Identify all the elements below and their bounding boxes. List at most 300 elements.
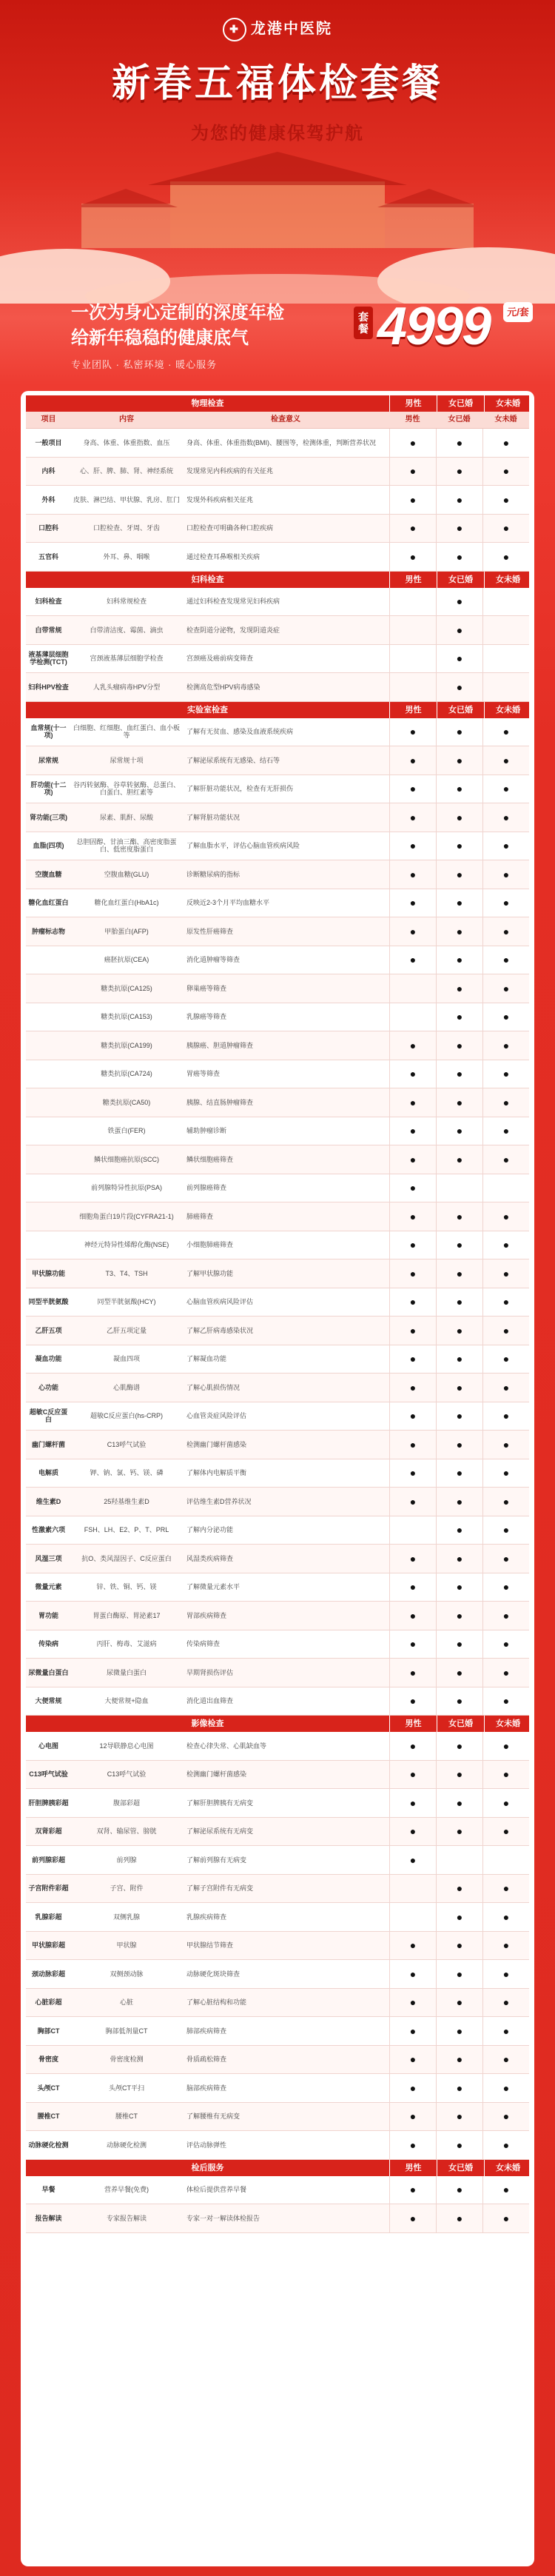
check-female-unmarried: ●	[482, 1545, 529, 1573]
check-male: ●	[389, 1031, 436, 1060]
check-female-married: ●	[436, 458, 482, 486]
check-female-married: ●	[436, 2074, 482, 2102]
check-female-married: ●	[436, 1602, 482, 1630]
check-female-married: ●	[436, 2131, 482, 2159]
check-female-married: ●	[436, 1031, 482, 1060]
item-name: 肝功能(十二项)	[30, 781, 67, 797]
table-row	[26, 1202, 529, 1231]
table-row	[26, 1402, 529, 1431]
item-meaning: 了解凝血功能	[186, 1355, 227, 1363]
item-meaning: 了解肝胆脾胰有无病变	[186, 1799, 254, 1807]
item-meaning: 乳腺疾病筛查	[186, 1913, 227, 1921]
item-name: 凝血功能	[35, 1355, 62, 1363]
item-meaning: 发现常见内科疾病的有关征兆	[186, 467, 274, 475]
check-female-unmarried: ●	[482, 1003, 529, 1031]
check-female-married: ●	[436, 1488, 482, 1516]
item-name: 心脏彩超	[35, 1998, 62, 2007]
ad-line-3: 专业团队 · 私密环境 · 暖心服务	[71, 359, 218, 370]
check-male: ●	[389, 917, 436, 946]
check-female-unmarried: ●	[482, 974, 529, 1003]
hero-banner	[0, 0, 555, 385]
item-name: 血常规(十一项)	[30, 724, 67, 740]
check-female-married: ●	[436, 429, 482, 457]
item-name: 头颅CT	[37, 2084, 60, 2092]
table-row	[26, 775, 529, 804]
check-female-unmarried: ●	[482, 2103, 529, 2131]
column-header-male: 男性	[389, 702, 437, 718]
item-meaning: 了解子宫附件有无病变	[186, 1884, 254, 1893]
item-meaning: 通过检查耳鼻喉相关疾病	[186, 552, 260, 561]
check-female-unmarried: ●	[482, 1374, 529, 1402]
item-name: 超敏C反应蛋白	[29, 1408, 68, 1424]
check-female-unmarried: ●	[482, 746, 529, 775]
table-row	[26, 543, 529, 572]
item-name: 内科	[41, 467, 56, 475]
item-content: 宫颈液基薄层细胞学检查	[90, 655, 164, 663]
check-male: ●	[389, 2017, 436, 2045]
item-name: 幽门螺杆菌	[31, 1440, 65, 1448]
check-male: ●	[389, 1573, 436, 1602]
clouds-decoration	[0, 222, 555, 304]
check-female-married: ●	[436, 2103, 482, 2131]
check-female-married: ●	[436, 917, 482, 946]
check-female-married: ●	[436, 1231, 482, 1259]
column-header-name: 项目	[41, 415, 56, 424]
check-female-married: ●	[436, 1259, 482, 1288]
check-male	[389, 974, 436, 1003]
item-content: 谷丙转氨酶、谷草转氨酶、总蛋白、白蛋白、胆红素等	[73, 781, 180, 797]
check-female-married: ●	[436, 1402, 482, 1431]
column-header-f_married: 女已婚	[437, 702, 484, 718]
column-header-male: 男性	[405, 415, 420, 424]
check-male	[389, 1903, 436, 1931]
check-female-married: ●	[436, 1989, 482, 2017]
column-header-row	[26, 412, 529, 429]
check-female-married: ●	[436, 1687, 482, 1716]
item-meaning: 了解肾脏功能状况	[186, 813, 240, 821]
item-content: 癌胚抗原(CEA)	[104, 956, 149, 964]
item-name: 胃功能	[38, 1611, 58, 1619]
item-content: 抗O、类风湿因子、C反应蛋白	[81, 1554, 172, 1562]
check-female-unmarried	[482, 588, 529, 616]
check-female-unmarried	[482, 616, 529, 644]
item-content: 头颅CT平扫	[109, 2084, 144, 2092]
item-meaning: 了解甲状腺功能	[186, 1269, 234, 1277]
check-female-married: ●	[436, 1659, 482, 1687]
section-header	[26, 572, 529, 588]
item-name	[26, 1003, 71, 1031]
item-content: 糖类抗原(CA724)	[101, 1070, 152, 1078]
item-name	[26, 1117, 71, 1145]
check-female-married: ●	[436, 889, 482, 917]
check-female-unmarried: ●	[482, 2046, 529, 2074]
item-content: 腹部彩超	[112, 1799, 140, 1807]
item-name: 心电图	[38, 1742, 58, 1750]
check-male	[389, 673, 436, 701]
item-name: 空腹血糖	[35, 870, 62, 878]
item-name	[26, 1060, 71, 1088]
check-male: ●	[389, 1761, 436, 1789]
check-female-unmarried: ●	[482, 1761, 529, 1789]
check-male: ●	[389, 2046, 436, 2074]
check-female-unmarried: ●	[482, 832, 529, 860]
table-row	[26, 1602, 529, 1630]
price-unit: 元/套	[503, 302, 533, 322]
table-row	[26, 2074, 529, 2103]
item-name	[26, 1174, 71, 1202]
check-female-married: ●	[436, 1003, 482, 1031]
item-content: 白细胞、红细胞、血红蛋白、血小板等	[73, 724, 180, 740]
check-female-unmarried: ●	[482, 2204, 529, 2232]
item-meaning: 检查阴道分泌物，发现阴道炎症	[186, 626, 280, 634]
check-male: ●	[389, 1789, 436, 1817]
item-content: 12导联静息心电图	[99, 1742, 154, 1750]
item-name	[26, 1145, 71, 1174]
item-content: 尿素、肌酐、尿酸	[99, 813, 153, 821]
item-name: 五官科	[38, 552, 58, 561]
check-female-unmarried: ●	[482, 1231, 529, 1259]
check-female-unmarried: ●	[482, 860, 529, 889]
table-row	[26, 1060, 529, 1089]
check-female-married: ●	[436, 1145, 482, 1174]
check-female-married	[436, 1174, 482, 1202]
column-header-content: 内容	[119, 415, 134, 424]
check-female-married: ●	[436, 1818, 482, 1846]
column-header-f_unmarried: 女未婚	[484, 572, 531, 588]
check-female-married: ●	[436, 1960, 482, 1988]
table-row	[26, 1761, 529, 1790]
item-name: 性激素六项	[31, 1526, 65, 1534]
check-male: ●	[389, 1989, 436, 2017]
check-male: ●	[389, 515, 436, 543]
check-female-married: ●	[436, 1202, 482, 1231]
check-female-unmarried: ●	[482, 1459, 529, 1488]
check-female-unmarried: ●	[482, 1345, 529, 1374]
check-female-married: ●	[436, 1903, 482, 1931]
item-content: 丙肝、梅毒、艾滋病	[96, 1640, 157, 1648]
table-row	[26, 1659, 529, 1687]
check-female-married: ●	[436, 1573, 482, 1602]
item-meaning: 了解腰椎有无病变	[186, 2112, 240, 2121]
item-name: 早餐	[41, 2186, 56, 2194]
table-row	[26, 1317, 529, 1345]
column-header-f_unmarried: 女未婚	[494, 415, 517, 424]
check-male: ●	[389, 1174, 436, 1202]
check-female-unmarried: ●	[482, 1202, 529, 1231]
check-female-married: ●	[436, 1789, 482, 1817]
check-female-unmarried: ●	[482, 1903, 529, 1931]
item-meaning: 了解微量元素水平	[186, 1583, 240, 1591]
check-male: ●	[389, 860, 436, 889]
item-content: 前列腺	[116, 1856, 137, 1864]
item-name: C13呼气试验	[29, 1770, 68, 1779]
item-meaning: 小细胞肺癌筛查	[186, 1241, 234, 1249]
item-meaning: 检测高危型HPV病毒感染	[186, 683, 260, 691]
check-female-married	[436, 1846, 482, 1874]
column-header-f_married: 女已婚	[437, 2160, 484, 2176]
item-name: 双肾彩超	[35, 1827, 62, 1836]
check-female-married: ●	[436, 616, 482, 644]
check-female-unmarried: ●	[482, 917, 529, 946]
item-content: 超敏C反应蛋白(hs-CRP)	[90, 1412, 163, 1420]
item-name: 液基薄层细胞学检测(TCT)	[28, 651, 69, 666]
table-row	[26, 1374, 529, 1402]
check-female-unmarried: ●	[482, 718, 529, 746]
item-meaning: 胃癌等筛查	[186, 1070, 221, 1078]
table-row	[26, 746, 529, 775]
item-meaning: 了解体内电解质平衡	[186, 1469, 247, 1477]
table-row	[26, 832, 529, 861]
item-name: 传染病	[38, 1640, 58, 1648]
check-female-married: ●	[436, 746, 482, 775]
check-female-married: ●	[436, 1088, 482, 1117]
table-row	[26, 1516, 529, 1545]
item-content: 神经元特异性烯醇化酶(NSE)	[84, 1241, 169, 1249]
check-female-unmarried	[482, 645, 529, 673]
check-female-unmarried: ●	[482, 1989, 529, 2017]
table-row	[26, 974, 529, 1003]
item-name: 动脉硬化检测	[28, 2141, 69, 2149]
column-header-meaning: 检查意义	[271, 415, 300, 424]
check-female-unmarried: ●	[482, 486, 529, 514]
check-male: ●	[389, 1231, 436, 1259]
item-name: 尿微量白蛋白	[28, 1668, 69, 1676]
item-name: 颈动脉彩超	[31, 1970, 65, 1978]
check-male: ●	[389, 1402, 436, 1431]
check-female-unmarried: ●	[482, 429, 529, 457]
check-female-married: ●	[436, 1516, 482, 1545]
section-title: 妇科检查	[191, 575, 224, 584]
check-female-unmarried: ●	[482, 1687, 529, 1716]
check-female-unmarried: ●	[482, 1573, 529, 1602]
item-name	[26, 946, 71, 974]
item-meaning: 风湿类疾病筛查	[186, 1554, 234, 1562]
check-female-married: ●	[436, 2204, 482, 2232]
item-name: 维生素D	[36, 1497, 61, 1505]
item-content: 凝血四项	[112, 1355, 140, 1363]
item-name: 大便常规	[35, 1697, 62, 1705]
item-name: 同型半胱氨酸	[28, 1298, 69, 1306]
table-row	[26, 1003, 529, 1032]
check-female-unmarried: ●	[482, 775, 529, 803]
item-name: 一般项目	[35, 438, 62, 446]
item-name: 肾功能(三项)	[30, 813, 67, 821]
check-male: ●	[389, 1960, 436, 1988]
item-meaning: 鳞状细胞癌筛查	[186, 1155, 234, 1163]
item-content: FSH、LH、E2、P、T、PRL	[84, 1526, 169, 1534]
ad-line-1: 一次为身心定制的深度年检	[71, 303, 284, 323]
table-row	[26, 645, 529, 674]
table-row	[26, 2103, 529, 2132]
seal-icon: ✚	[223, 18, 246, 41]
page-title: 新春五福体检套餐	[111, 61, 443, 106]
check-female-unmarried: ●	[482, 1818, 529, 1846]
item-content: 同型半胱氨酸(HCY)	[97, 1298, 156, 1306]
item-meaning: 乳腺癌等筛查	[186, 1013, 227, 1021]
item-meaning: 通过妇科检查发现常见妇科疾病	[186, 598, 280, 606]
check-female-unmarried: ●	[482, 1789, 529, 1817]
check-female-married: ●	[436, 1431, 482, 1459]
check-male: ●	[389, 1459, 436, 1488]
item-meaning: 消化道肿瘤等筛查	[186, 956, 240, 964]
column-header-male: 男性	[389, 572, 437, 588]
item-content: 糖类抗原(CA125)	[101, 984, 152, 992]
item-name: 外科	[41, 495, 56, 504]
check-male: ●	[389, 2074, 436, 2102]
price-tag: 套餐	[354, 307, 373, 339]
check-female-unmarried: ●	[482, 1259, 529, 1288]
item-name: 报告解读	[35, 2214, 62, 2222]
item-content: 鳞状细胞癌抗原(SCC)	[94, 1155, 159, 1163]
table-row	[26, 1732, 529, 1761]
check-female-married: ●	[436, 1060, 482, 1088]
check-male: ●	[389, 543, 436, 571]
check-female-married: ●	[436, 1732, 482, 1760]
table-row	[26, 1259, 529, 1288]
check-female-unmarried: ●	[482, 1088, 529, 1117]
check-female-unmarried: ●	[482, 2074, 529, 2102]
item-content: 糖化血红蛋白(HbA1c)	[94, 899, 159, 907]
item-content: 专家报告解读	[106, 2214, 147, 2222]
item-name: 胸部CT	[37, 2027, 60, 2035]
check-male	[389, 1003, 436, 1031]
check-female-unmarried: ●	[482, 2176, 529, 2204]
table-row	[26, 1431, 529, 1459]
item-meaning: 胰腺癌、胆道肿瘤筛查	[186, 1041, 254, 1049]
item-meaning: 肺部疾病筛查	[186, 2027, 227, 2035]
item-name: 糖化血红蛋白	[28, 899, 69, 907]
item-name: 前列腺彩超	[31, 1856, 65, 1864]
check-male	[389, 1516, 436, 1545]
item-name: 甲状腺功能	[31, 1269, 65, 1277]
check-female-married: ●	[436, 486, 482, 514]
item-content: 25羟基维生素D	[104, 1497, 149, 1505]
item-content: 大便常规+隐血	[104, 1697, 149, 1705]
check-female-unmarried	[482, 673, 529, 701]
item-content: 尿常规十项	[110, 756, 144, 764]
item-meaning: 甲状腺结节筛查	[186, 1941, 234, 1950]
table-row	[26, 1288, 529, 1317]
item-meaning: 脑部疾病筛查	[186, 2084, 227, 2092]
check-female-married: ●	[436, 2017, 482, 2045]
check-male: ●	[389, 775, 436, 803]
item-content: C13呼气试验	[107, 1770, 147, 1779]
item-meaning: 骨质疏松筛查	[186, 2055, 227, 2064]
item-content: 前列腺特异性抗原(PSA)	[90, 1184, 162, 1192]
section-header	[26, 395, 529, 412]
check-female-unmarried: ●	[482, 1031, 529, 1060]
table-row	[26, 1875, 529, 1904]
item-meaning: 了解内分泌功能	[186, 1526, 234, 1534]
item-name: 子宫附件彩超	[28, 1884, 69, 1893]
check-female-unmarried: ●	[482, 1875, 529, 1903]
item-content: 胃蛋白酶原、胃泌素17	[92, 1611, 161, 1619]
item-meaning: 口腔检查可明确各种口腔疾病	[186, 524, 274, 532]
table-row	[26, 1818, 529, 1847]
column-header-male: 男性	[389, 1716, 437, 1732]
check-female-married: ●	[436, 775, 482, 803]
table-row	[26, 458, 529, 486]
item-content: 双侧乳腺	[112, 1913, 140, 1921]
item-meaning: 了解心脏结构和功能	[186, 1998, 247, 2007]
check-female-married: ●	[436, 588, 482, 616]
item-meaning: 原发性肝癌筛查	[186, 927, 234, 935]
check-male	[389, 645, 436, 673]
check-female-married: ●	[436, 1545, 482, 1573]
check-male: ●	[389, 1117, 436, 1145]
table-row	[26, 1573, 529, 1602]
check-female-married: ●	[436, 1875, 482, 1903]
table-row	[26, 1117, 529, 1146]
item-name: 乳腺彩超	[35, 1913, 62, 1921]
item-content: 铁蛋白(FER)	[107, 1127, 146, 1135]
check-female-unmarried: ●	[482, 1288, 529, 1317]
check-male: ●	[389, 1259, 436, 1288]
item-meaning: 肺癌筛查	[186, 1212, 214, 1220]
check-female-unmarried: ●	[482, 543, 529, 571]
item-meaning: 了解心肌损伤情况	[186, 1383, 240, 1391]
item-meaning: 早期肾损伤评估	[186, 1668, 234, 1676]
item-meaning: 心脑血管疾病风险评估	[186, 1298, 254, 1306]
section-title: 影像检查	[191, 1719, 224, 1728]
item-name	[26, 974, 71, 1003]
check-female-married: ●	[436, 1117, 482, 1145]
item-meaning: 诊断糖尿病的指标	[186, 870, 240, 878]
item-meaning: 了解血脂水平，评估心脑血管疾病风险	[186, 842, 300, 850]
item-content: 白带清洁度、霉菌、滴虫	[90, 626, 164, 634]
column-header-f_unmarried: 女未婚	[484, 1716, 531, 1732]
item-content: 身高、体重、体重指数、血压	[83, 438, 170, 446]
item-content: 甲胎蛋白(AFP)	[104, 927, 149, 935]
section-header	[26, 1716, 529, 1732]
check-male: ●	[389, 1488, 436, 1516]
check-male: ●	[389, 486, 436, 514]
table-row	[26, 486, 529, 515]
column-header-f_married: 女已婚	[437, 395, 484, 412]
check-female-married: ●	[436, 1317, 482, 1345]
item-name: 肿瘤标志物	[31, 927, 65, 935]
check-female-married: ●	[436, 1288, 482, 1317]
check-female-unmarried: ●	[482, 1317, 529, 1345]
item-content: 妇科常规检查	[106, 598, 147, 606]
item-content: 糖类抗原(CA50)	[102, 1098, 151, 1106]
table-row	[26, 2204, 529, 2233]
item-content: 尿微量白蛋白	[106, 1668, 147, 1676]
check-male: ●	[389, 1145, 436, 1174]
check-male: ●	[389, 1202, 436, 1231]
price-value: 4999	[377, 297, 491, 356]
table-row	[26, 1545, 529, 1573]
section-title: 实验室检查	[187, 705, 228, 715]
item-content: 细胞角蛋白19片段(CYFRA21-1)	[79, 1212, 174, 1220]
item-meaning: 检查心律失常、心肌缺血等	[186, 1742, 267, 1750]
item-meaning: 传染病筛查	[186, 1640, 221, 1648]
ad-line-2: 给新年稳稳的健康底气	[71, 328, 249, 348]
column-header-f_married: 女已婚	[437, 572, 484, 588]
check-female-unmarried: ●	[482, 1602, 529, 1630]
column-header-male: 男性	[389, 2160, 437, 2176]
check-male: ●	[389, 429, 436, 457]
check-male: ●	[389, 1818, 436, 1846]
column-header-f_unmarried: 女未婚	[484, 702, 531, 718]
check-female-married: ●	[436, 1345, 482, 1374]
table-row	[26, 1846, 529, 1875]
hospital-logo: ✚ 龙港中医院	[0, 16, 555, 41]
check-male: ●	[389, 1374, 436, 1402]
item-meaning: 了解泌尿系统有无感染、结石等	[186, 756, 280, 764]
column-header-f_unmarried: 女未婚	[484, 395, 531, 412]
table-row	[26, 515, 529, 543]
